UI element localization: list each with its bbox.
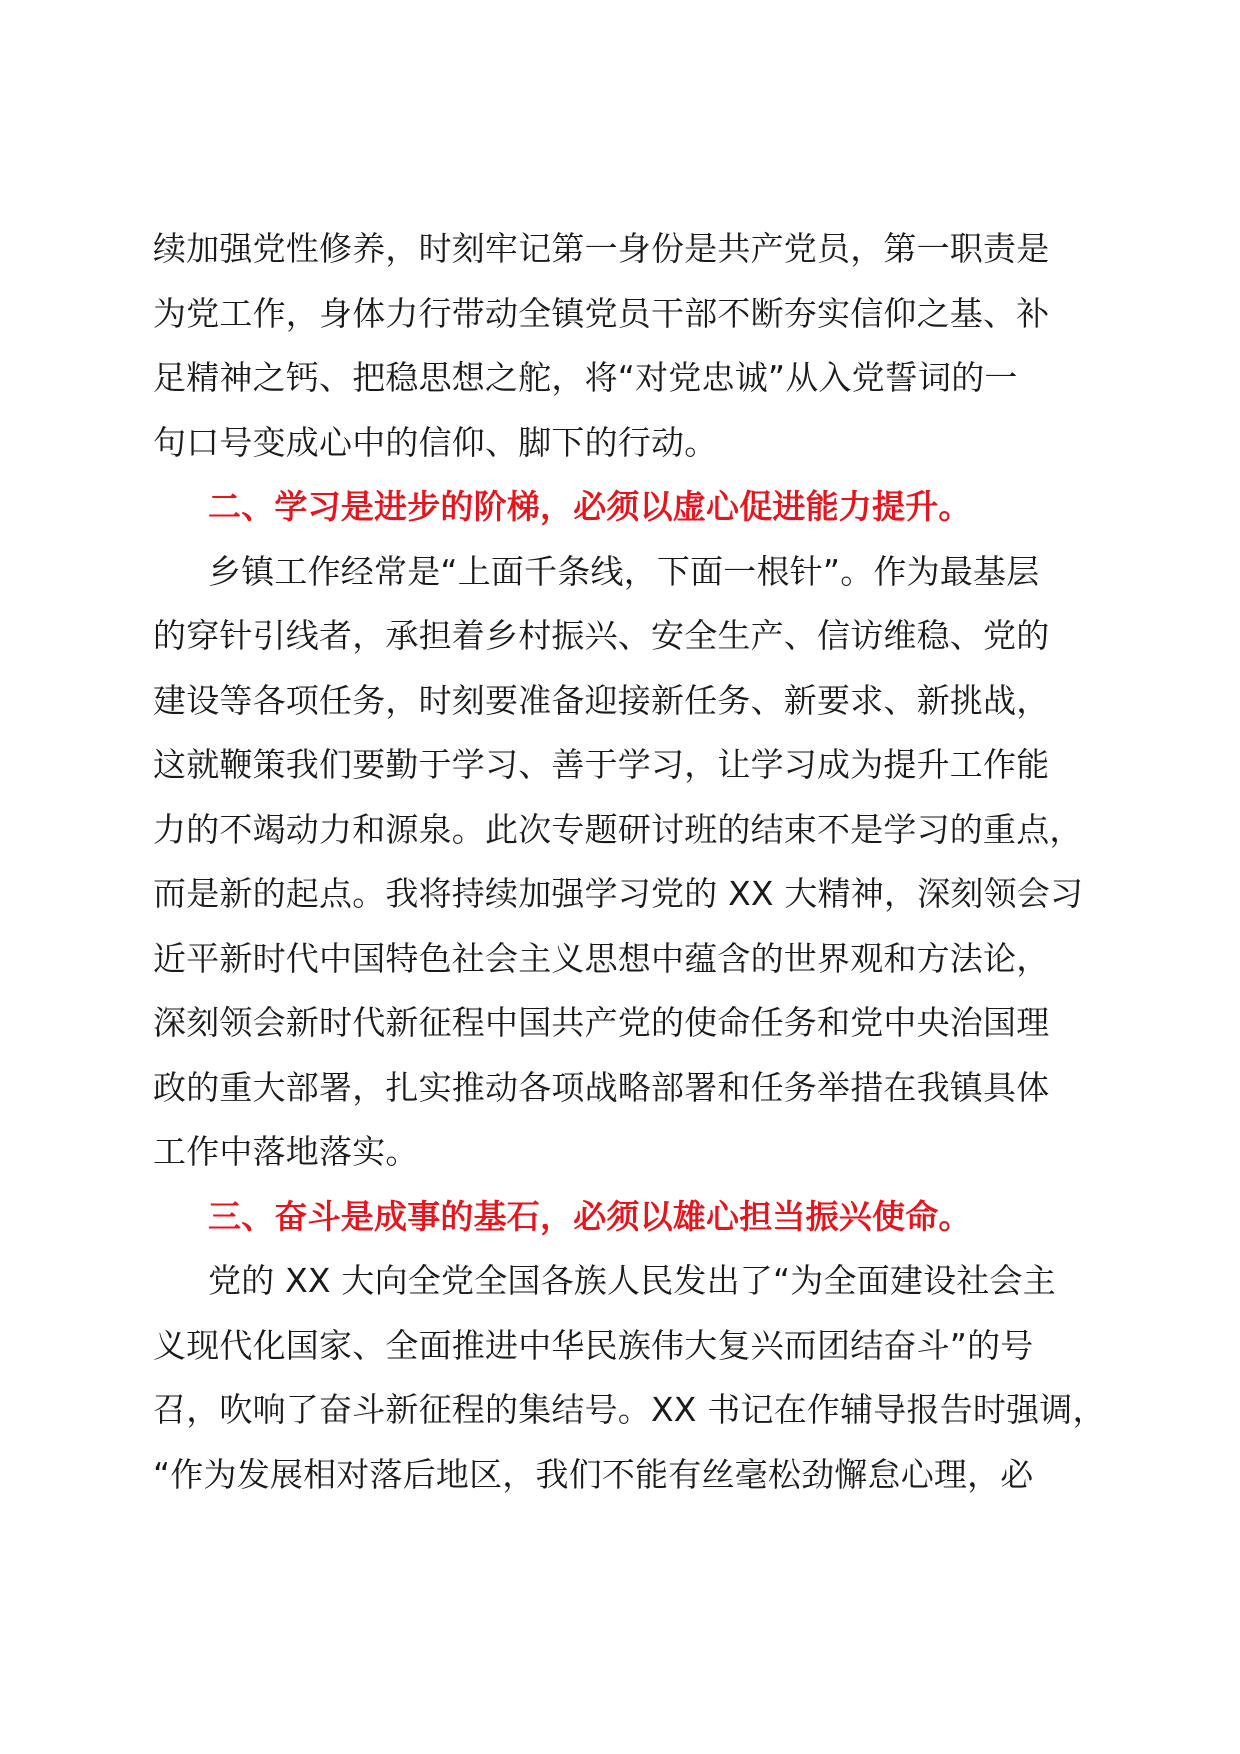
text-line: 句口号变成心中的信仰、脚下的行动。 bbox=[153, 422, 718, 462]
text-line: 为党工作，身体力行带动全镇党员干部不断夯实信仰之基、补 bbox=[153, 293, 1050, 333]
section-heading-3: 三、奋斗是成事的基石，必须以雄心担当振兴使命。 bbox=[208, 1196, 972, 1236]
text-line: 近平新时代中国特色社会主义思想中蕴含的世界观和方法论， bbox=[153, 938, 1050, 978]
text-line: 这就鞭策我们要勤于学习、善于学习，让学习成为提升工作能 bbox=[153, 745, 1050, 784]
text-line: 义现代化国家、全面推进中华民族伟大复兴而团结奋斗”的号 bbox=[153, 1325, 1034, 1365]
text-line: 深刻领会新时代新征程中国共产党的使命任务和党中央治国理 bbox=[153, 1003, 1050, 1042]
text-line: 政的重大部署，扎实推动各项战略部署和任务举措在我镇具体 bbox=[153, 1067, 1050, 1107]
text-line: 召，吹响了奋斗新征程的集结号。XX 书记在作辅导报告时强调， bbox=[153, 1390, 1106, 1429]
text-line: 的穿针引线者，承担着乡村振兴、安全生产、信访维稳、党的 bbox=[153, 616, 1050, 655]
text-line: 续加强党性修养，时刻牢记第一身份是共产党员，第一职责是 bbox=[153, 229, 1050, 268]
paragraph-first-line: 党的 XX 大向全党全国各族人民发出了“为全面建设社会主 bbox=[208, 1261, 1056, 1300]
paragraph-first-line: 乡镇工作经常是“上面千条线，下面一根针”。作为最基层 bbox=[208, 551, 1040, 591]
text-line: 足精神之钙、把稳思想之舵，将“对党忠诚”从入党誓词的一 bbox=[153, 358, 1018, 397]
text-line: “作为发展相对落后地区，我们不能有丝毫松劲懈怠心理，必 bbox=[153, 1454, 1034, 1494]
text-line: 工作中落地落实。 bbox=[153, 1132, 419, 1171]
text-line: 建设等各项任务，时刻要准备迎接新任务、新要求、新挑战， bbox=[153, 680, 1050, 720]
text-line: 而是新的起点。我将持续加强学习党的 XX 大精神，深刻领会习 bbox=[153, 874, 1084, 913]
document-body bbox=[153, 217, 1113, 1507]
section-heading-2: 二、学习是进步的阶梯，必须以虚心促进能力提升。 bbox=[208, 487, 972, 526]
text-line: 力的不竭动力和源泉。此次专题研讨班的结束不是学习的重点， bbox=[153, 809, 1083, 849]
